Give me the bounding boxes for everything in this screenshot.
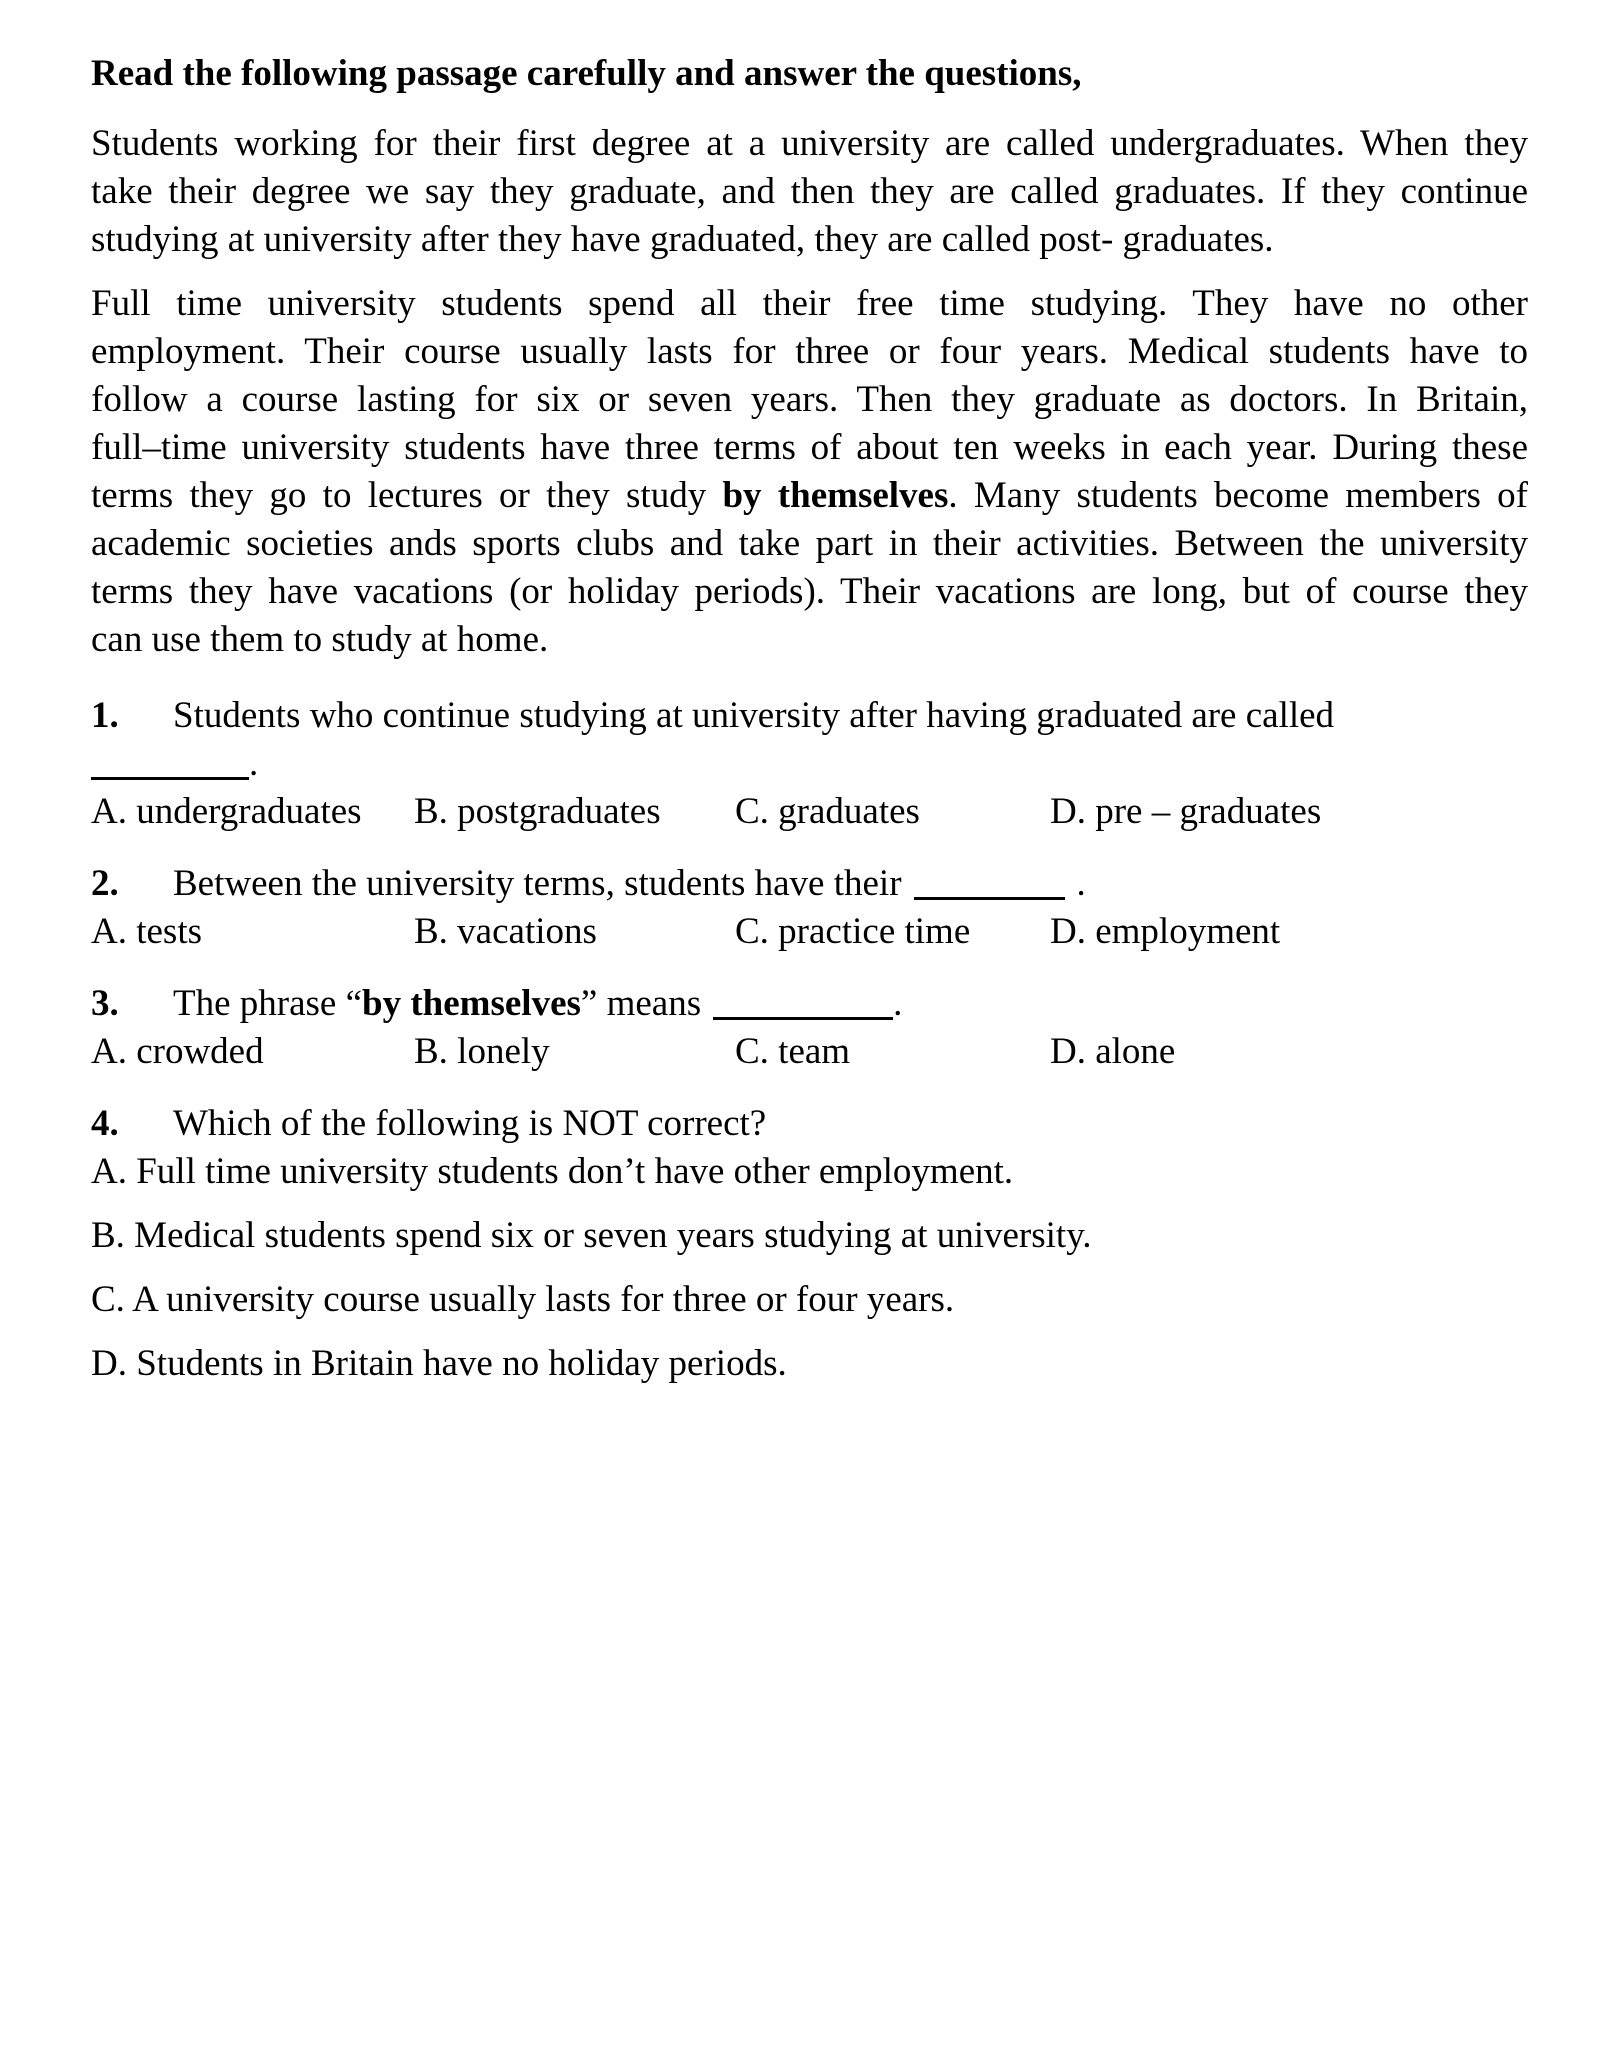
paragraph-line: studying at university after they have graduated, they are called post- graduates. <box>91 219 1274 260</box>
option-d: D. Students in Britain have no holiday periods. <box>91 1343 787 1384</box>
blank-period: . <box>893 983 903 1024</box>
option-c: C. A university course usually lasts for three or four years. <box>91 1279 955 1320</box>
option-d: D. employment <box>1050 911 1281 952</box>
option-c: C. team <box>735 1031 851 1072</box>
blank-period: . <box>249 743 259 784</box>
answer-blank <box>914 867 1065 900</box>
paragraph-line: academic societies ands sports clubs and take part in their activities. Between the university <box>91 523 1528 564</box>
question-2-stem <box>91 860 1528 908</box>
blank-period: . <box>1076 863 1086 904</box>
passage-paragraph-1 <box>91 120 1528 264</box>
question-1-text: Students who continue studying at university after having graduated are called <box>173 695 1335 736</box>
paragraph-line: Students working for their first degree at a university are called undergraduates. When they <box>91 123 1528 164</box>
question-1-stem <box>91 692 1528 740</box>
option-b: B. postgraduates <box>414 791 661 832</box>
question-4-stem <box>91 1100 1528 1148</box>
question-2 <box>91 860 1528 956</box>
option-a: A. undergraduates <box>91 791 362 832</box>
option-d: D. pre – graduates <box>1050 791 1322 832</box>
question-3-text-pre: The phrase “ <box>173 983 363 1024</box>
line-text-pre: terms they go to lectures or they study <box>91 475 723 516</box>
question-3-options <box>91 1028 1528 1076</box>
question-1-number: 1. <box>91 695 119 736</box>
paragraph-line: full–time university students have three terms of about ten weeks in each year. During these <box>91 427 1528 468</box>
question-1-blank-line <box>91 740 1528 788</box>
paragraph-line: take their degree we say they graduate, and then they are called graduates. If they continue <box>91 171 1528 212</box>
option-a: A. Full time university students don’t have other employment. <box>91 1151 1014 1192</box>
option-a: A. crowded <box>91 1031 264 1072</box>
passage-paragraph-2 <box>91 280 1528 664</box>
bold-phrase-by-themselves: by themselves <box>722 475 949 516</box>
paragraph-line: follow a course lasting for six or seven years. Then they graduate as doctors. In Britain, <box>91 379 1528 420</box>
option-b: B. vacations <box>414 911 597 952</box>
option-c: C. practice time <box>735 911 971 952</box>
question-2-text: Between the university terms, students have their <box>173 863 902 904</box>
question-2-options <box>91 908 1528 956</box>
option-b: B. lonely <box>414 1031 550 1072</box>
question-2-number: 2. <box>91 863 119 904</box>
option-a: A. tests <box>91 911 202 952</box>
question-4-text: Which of the following is NOT correct? <box>173 1103 767 1144</box>
question-3-stem <box>91 980 1528 1028</box>
question-3-text-post: ” means <box>580 983 702 1024</box>
paragraph-line: terms they have vacations (or holiday periods). Their vacations are long, but of course they <box>91 571 1528 612</box>
question-3 <box>91 980 1528 1076</box>
option-b: B. Medical students spend six or seven years studying at university. <box>91 1215 1092 1256</box>
paragraph-line: can use them to study at home. <box>91 619 549 660</box>
paragraph-line: Full time university students spend all their free time studying. They have no other <box>91 283 1528 324</box>
question-1 <box>91 692 1528 836</box>
line-text-post: . Many students become members of <box>948 475 1528 516</box>
bold-phrase-by-themselves: by themselves <box>362 983 581 1024</box>
option-d: D. alone <box>1050 1031 1176 1072</box>
answer-blank <box>713 987 893 1020</box>
answer-blank <box>91 747 249 780</box>
paragraph-line: employment. Their course usually lasts for three or four years. Medical students have to <box>91 331 1528 372</box>
question-4-number: 4. <box>91 1103 119 1144</box>
question-3-number: 3. <box>91 983 119 1024</box>
option-c: C. graduates <box>735 791 920 832</box>
question-4 <box>91 1100 1528 1388</box>
question-1-options <box>91 788 1528 836</box>
passage-instruction-heading: Read the following passage carefully and answer the questions, <box>91 53 1082 94</box>
paragraph-line-with-bold-phrase <box>91 472 1528 520</box>
